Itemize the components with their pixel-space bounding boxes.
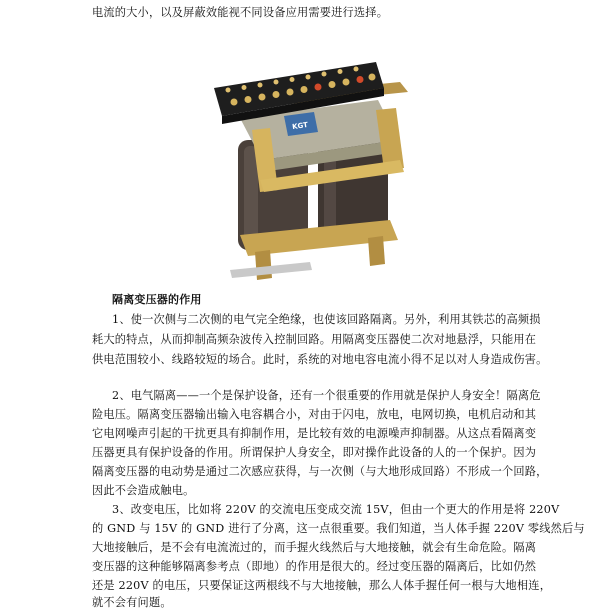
svg-text:KGT: KGT [291, 120, 309, 132]
paragraph-line: 压器更具有保护设备的作用。所谓保护人身安全，即对操作此设备的人的一个保护。因为 [92, 446, 537, 459]
paragraph-line: 1、使一次侧与二次侧的电气完全绝缘，也使该回路隔离。另外，利用其铁芯的高频损 [112, 313, 541, 326]
intro-paragraph: 电流的大小，以及屏蔽效能视不同设备应用需要进行选择。 [92, 6, 389, 19]
paragraph-line: 2、电气隔离——一个是保护设备，还有一个很重要的作用就是保护人身安全！隔离危 [112, 389, 541, 402]
paragraph-line: 还是 220V 的电压，只要保证这两根线不与大地接触，那么人体手握任何一根与大地相连， [92, 579, 552, 592]
paragraph-line: 隔离变压器的电动势是通过二次感应获得，与一次侧（与大地形成回路）不形成一个回路， [92, 465, 548, 478]
paragraph-line: 的 GND 与 15V 的 GND 进行了分离，这一点很重要。我们知道，当人体手握 220V 零线然后与 [92, 522, 585, 535]
paragraph-line: 大地接触后，是不会有电流流过的，而手握火线然后与大地接触，就会有生命危险。隔离 [92, 541, 537, 554]
paragraph-line: 变压器的这种能够隔离参考点（即地）的作用是很大的。经过变压器的隔离后，比如仍然 [92, 560, 537, 573]
paragraph-line: 就不会有问题。 [92, 596, 172, 609]
transformer-image [200, 30, 420, 288]
paragraph-line: 险电压。隔离变压器输出输入电容耦合小，对由于闪电，放电，电网切换，电机启动和其 [92, 408, 537, 421]
paragraph-line: 供电范围较小、线路较短的场合。此时，系统的对地电容电流小得不足以对人身造成伤害。 [92, 353, 548, 366]
paragraph-line: 耗大的特点，从而抑制高频杂波传入控制回路。用隔离变压器使二次对地悬浮，只能用在 [92, 333, 537, 346]
paragraph-line: 它电网噪声引起的干扰更具有抑制作用，是比较有效的电源噪声抑制器。从这点看隔离变 [92, 427, 537, 440]
paragraph-line: 3、改变电压，比如将 220V 的交流电压变成交流 15V，但由一个更大的作用是将 220V [112, 503, 560, 516]
paragraph-line: 因此不会造成触电。 [92, 484, 195, 497]
section-heading: 隔离变压器的作用 [112, 293, 202, 306]
